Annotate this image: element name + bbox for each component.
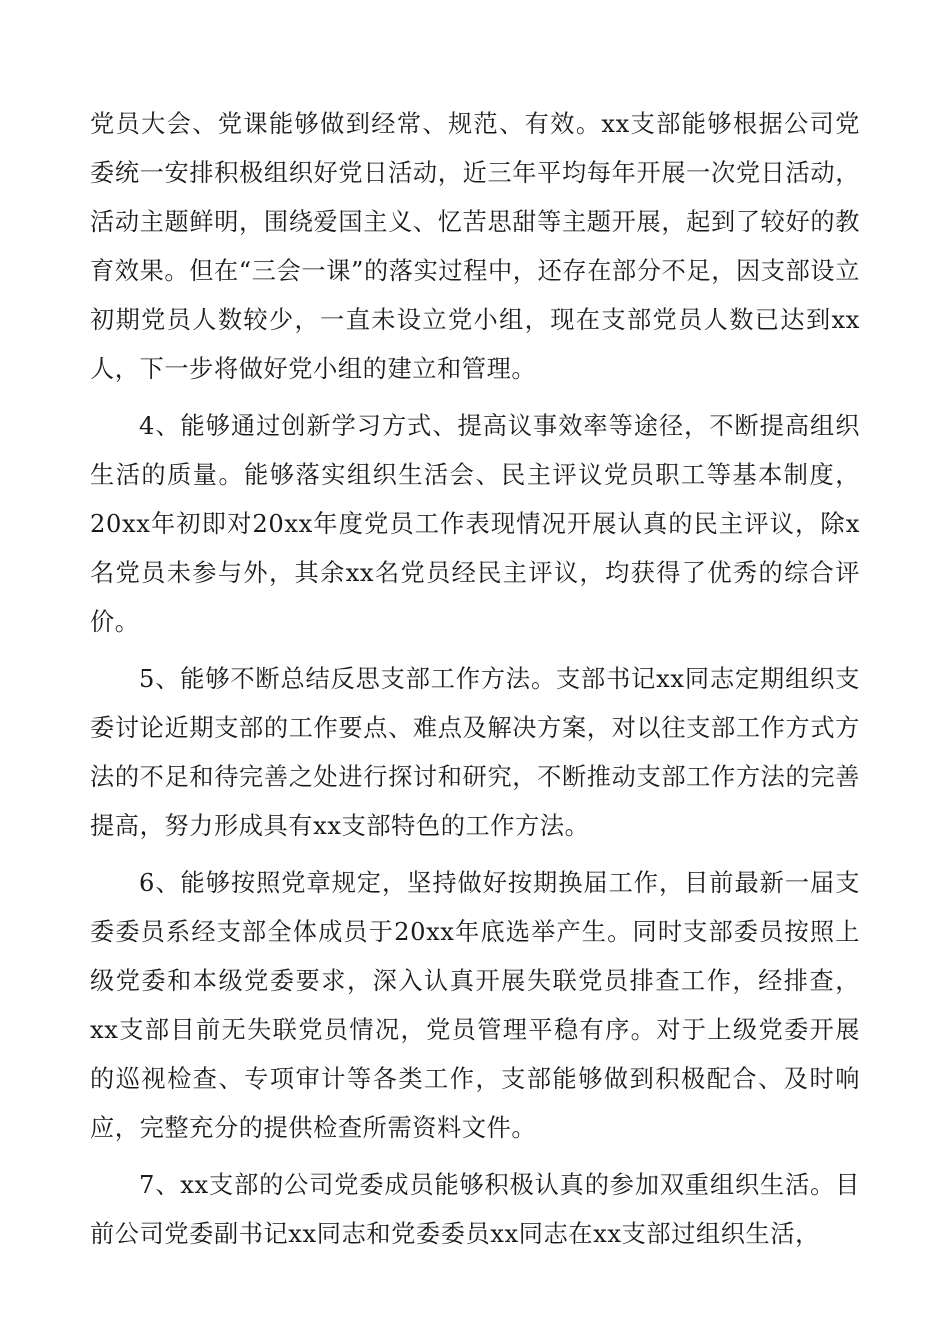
paragraph-item-7: 7、xx支部的公司党委成员能够积极认真的参加双重组织生活。目前公司党委副书记xx同志和党委委员xx同志在xx支部过组织生活， [90, 1171, 860, 1248]
paragraph-item-5: 5、能够不断总结反思支部工作方法。支部书记xx同志定期组织支委讨论近期支部的工作要点、难点及解决方案，对以往支部工作方式方法的不足和待完善之处进行探讨和研究，不断推动支部工作方法的完善提高，努力形成具有xx支部特色的工作方法。 [90, 665, 860, 840]
paragraph-item-4: 4、能够通过创新学习方式、提高议事效率等途径，不断提高组织生活的质量。能够落实组织生活会、民主评议党员职工等基本制度，20xx年初即对20xx年度党员工作表现情况开展认真的民主评议，除x名党员未参与外，其余xx名党员经民主评议，均获得了优秀的综合评价。 [90, 412, 860, 636]
paragraph-item-6: 6、能够按照党章规定，坚持做好按期换届工作，目前最新一届支委委员系经支部全体成员于20xx年底选举产生。同时支部委员按照上级党委和本级党委要求，深入认真开展失联党员排查工作，经排查，xx支部目前无失联党员情况，党员管理平稳有序。对于上级党委开展的巡视检查、专项审计等各类工作，支部能够做到积极配合、及时响应，完整充分的提供检查所需资料文件。 [90, 869, 860, 1142]
paragraph-continuation: 党员大会、党课能够做到经常、规范、有效。xx支部能够根据公司党委统一安排积极组织好党日活动，近三年平均每年开展一次党日活动，活动主题鲜明，围绕爱国主义、忆苦思甜等主题开展，起到了较好的教育效果。但在“三会一课”的落实过程中，还存在部分不足，因支部设立初期党员人数较少，一直未设立党小组，现在支部党员人数已达到xx人，下一步将做好党小组的建立和管理。 [90, 110, 860, 383]
document-page [90, 100, 860, 1267]
